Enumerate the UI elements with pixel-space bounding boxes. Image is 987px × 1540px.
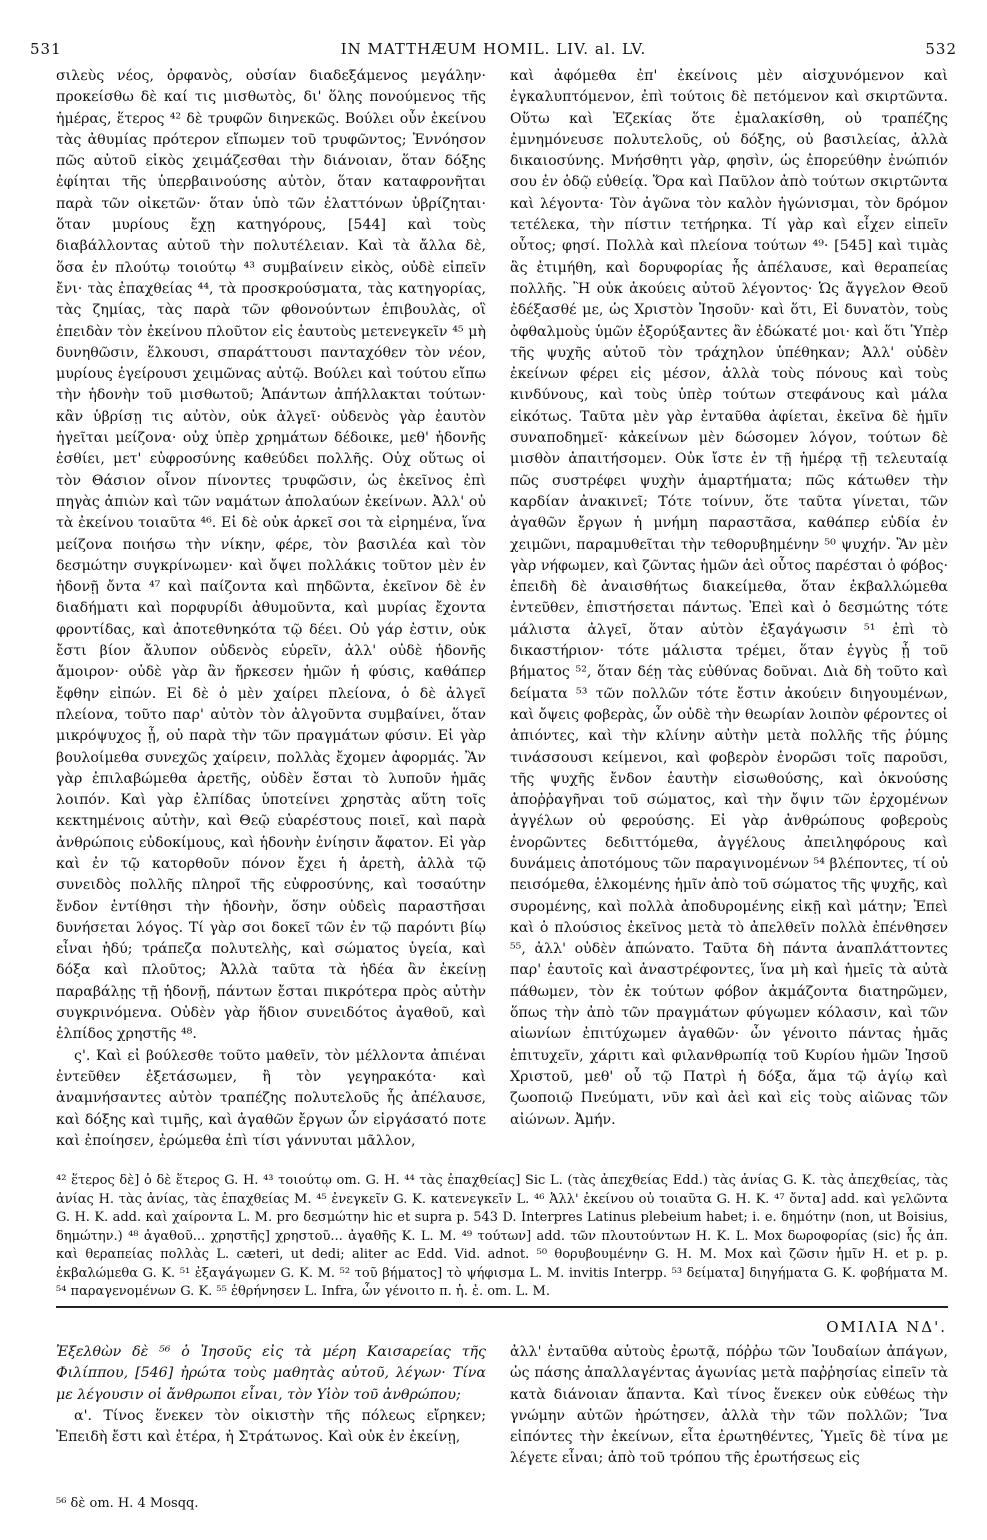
running-header [30, 40, 957, 64]
left-column [56, 66, 486, 1152]
page-number-left: 531 [30, 40, 62, 58]
homily-title: ΟΜΙΛΙΑ ΝΔ'. [826, 1318, 947, 1336]
homily-lemma: Ἐξελθὼν δὲ ⁵⁶ ὁ Ἰησοῦς εἰς τὰ μέρη Καισαρείας τῆς Φιλίππου, [546] ἠρώτα τοὺς μαθητὰς αὐτοῦ, λέγων· Τίνα με λέγουσιν οἱ ἄνθρωποι εἶναι, τὸν Υἱὸν τοῦ ἀνθρώπου; [56, 1344, 486, 1403]
right-column-text: καὶ ἀφόμεθα ἐπ' ἐκείνοις μὲν αἰσχυνόμενον καὶ ἐγκαλυπτόμενον, ἐπὶ τούτοις δὲ πετόμενον καὶ σκιρτῶντα. Οὕτω καὶ Ἐζεκίας ὅτε ἐμαλακίσθη, οὐ τραπέζης ἐμνημόνευσε πολυτελοῦς, οὐ δόξης, οὐ βασιλείας, ἀλλὰ δικαιοσύνης. Μνήσθητι γὰρ, φησὶν, ὡς ἐπορεύθην ἐνώπιόν σου ἐν ὁδῷ εὐθείᾳ. Ὅρα καὶ Παῦλον ἀπὸ τούτων σκιρτῶντα καὶ λέγοντα· Τὸν ἀγῶνα τὸν καλὸν ἠγώνισμαι, τὸν δρόμον τετέλεκα, τὴν πίστιν τετήρηκα. Τί γὰρ καὶ εἶχεν εἰπεῖν οὗτος; φησί. Πολλὰ καὶ πλείονα τούτων ⁴⁹· [545] καὶ τιμὰς ἃς ἐτιμήθη, καὶ δορυφορίας ἧς ἀπέλαυσε, καὶ θεραπείας πολλῆς. Ἢ οὐκ ἀκούεις αὐτοῦ λέγοντος· Ὡς ἄγγελον Θεοῦ ἐδέξασθέ με, ὡς Χριστὸν Ἰησοῦν· καὶ ὅτι, Εἰ δυνατὸν, τοὺς ὀφθαλμοὺς ὑμῶν ἐξορύξαντες ἂν ἐδώκατέ μοι· καὶ ὅτι Ὑπὲρ τῆς ψυχῆς αὐτοῦ τὸν τράχηλον ὑπέθηκαν; Ἀλλ' οὐδὲν ἐκείνων φέρει εἰς μέσον, ἀλλὰ τοὺς πόνους καὶ τοὺς κινδύνους, καὶ τοὺς ὑπὲρ τούτων στεφάνους καὶ μάλα εἰκότως. Ταῦτα μὲν γὰρ ἐνταῦθα ἀφίεται, ἐκεῖνα δὲ ἡμῖν συναποδημεῖ· κἀκείνων μὲν δώσομεν λόγον, τούτων δὲ μισθὸν ἀπαιτήσομεν. Οὐκ ἴστε ἐν τῇ ἡμέρᾳ τῇ τελευταίᾳ πῶς συστρέφει ψυχὴν ἁμαρτήματα; πῶς κάτωθεν τὴν καρδίαν ἀνακινεῖ; Τότε τοίνυν, ὅτε ταῦτα γίνεται, τῶν ἀγαθῶν ἔργων ἡ μνήμη παραστᾶσα, καθάπερ εὐδία ἐν χειμῶνι, παραμυθεῖται τὴν τεθορυβημένην ⁵⁰ ψυχήν. Ἂν μὲν γὰρ νήφωμεν, καὶ ζῶντας ἡμῶν ἀεὶ οὗτος παρέσται ὁ φόβος· ἐπειδὴ δὲ ἀναισθήτως διακείμεθα, ὅταν ἐκβαλλώμεθα ἐντεῦθεν, ἐπιστήσεται πάντως. Ἐπεὶ καὶ ὁ δεσμώτης τότε μάλιστα ἀλγεῖ, ὅταν αὐτὸν ἐξαγάγωσιν ⁵¹ ἐπὶ τὸ δικαστήριον· τότε μάλιστα τρέμει, ὅταν ἐγγὺς ᾖ τοῦ βήματος ⁵², ὅταν δέῃ τὰς εὐθύνας δοῦναι. Διὰ δὴ τοῦτο καὶ δείματα ⁵³ τῶν πολλῶν τότε ἔστιν ἀκούειν διηγουμένων, καὶ ὄψεις φοβερὰς, ὧν οὐδὲ τὴν θεωρίαν λοιπὸν φέροντες οἱ ἀπιόντες, καὶ τὴν κλίνην αὐτὴν μετὰ πολλῆς τῆς ῥύμης τινάσσουσι κείμενοι, καὶ φοβερὸν ἐνορῶσι τοῖς παροῦσι, τῆς ψυχῆς ἔνδον ἑαυτὴν εἰσωθούσης, καὶ ὀκνούσης ἀποῤῥαγῆναι τοῦ σώματος, καὶ τὴν ὄψιν τῶν ἐρχομένων ἀγγέλων οὐ φερούσης. Εἰ γὰρ ἀνθρώπους φοβεροὺς ἐνορῶντες δεδιττόμεθα, ἀγγέλους ἀπειληφόρους καὶ δυνάμεις ἀποτόμους τῶν παραγινομένων ⁵⁴ βλέποντες, τί οὐ πεισόμεθα, ἑλκομένης ἡμῖν ἀπὸ τοῦ σώματος τῆς ψυχῆς, καὶ συρομένης, καὶ πολλὰ ἀποδυρομένης εἰκῇ καὶ μάτην; Ἐπεὶ καὶ ὁ πλούσιος ἐκεῖνος μετὰ τὸ ἀπελθεῖν πολλὰ ἐπένθησεν ⁵⁵, ἀλλ' οὐδὲν ἀπώνατο. Ταῦτα δὴ πάντα ἀναπλάττοντες παρ' ἑαυτοῖς καὶ ἀναστρέφοντες, ἵνα μὴ καὶ ἡμεῖς τὰ αὐτὰ πάθωμεν, τὸν ἐκ τούτων φόβον ἀκμάζοντα διατηρῶμεν, ὅπως τὴν ἀπὸ τῶν πραγμάτων φύγωμεν κόλασιν, καὶ τῶν αἰωνίων ἐπιτύχωμεν ἀγαθῶν· ὧν γένοιτο πάντας ἡμᾶς ἐπιτυχεῖν, χάριτι καὶ φιλανθρωπίᾳ τοῦ Κυρίου ἡμῶν Ἰησοῦ Χριστοῦ, μεθ' οὗ τῷ Πατρὶ ἡ δόξα, ἅμα τῷ ἁγίῳ καὶ ζωοποιῷ Πνεύματι, νῦν καὶ ἀεὶ καὶ εἰς τοὺς αἰῶνας τῶν αἰώνων. Ἀμήν. [510, 68, 948, 1128]
homily-left-column [56, 1342, 486, 1448]
left-column-text: σιλεὺς νέος, ὀρφανὸς, οὐσίαν διαδεξάμενος μεγάλην· προκείσθω δὲ καί τις μισθωτὸς, δι' ὅλης πονούμενος τῆς ἡμέρας, ἕτερος ⁴² δὲ τρυφῶν διηνεκῶς. Βούλει οὖν ἐκείνου τὰς ἀθυμίας πρότερον εἴπωμεν τοῦ τρυφῶντος; Ἐννόησον πῶς αὐτοῦ εἰκὸς χειμάζεσθαι τὴν διάνοιαν, ὅταν δόξης ἐφίηται τῆς ὑπερβαινούσης αὐτὸν, ὅταν καταφρονῆται παρὰ τῶν οἰκετῶν· ὅταν ὑπὸ τῶν ἐλαττόνων ὑβρίζηται· ὅταν μυρίους ἔχῃ κατηγόρους, [544] καὶ τοὺς διαβάλλοντας αὐτοῦ τὴν πολυτέλειαν. Καὶ τὰ ἄλλα δὲ, ὅσα ἐν πλούτῳ τοιούτῳ ⁴³ συμβαίνειν εἰκὸς, οὐδὲ εἰπεῖν ἔνι· τὰς ἐπαχθείας ⁴⁴, τὰ προσκρούσματα, τὰς κατηγορίας, τὰς ζημίας, τὰς παρὰ τῶν φθονούντων ἐπιβουλὰς, οἳ ἐπειδὰν τὸν ἐκείνου πλοῦτον εἰς ἑαυτοὺς μετενεγκεῖν ⁴⁵ μὴ δυνηθῶσιν, ἕλκουσι, σπαράττουσι πανταχόθεν τὸν νέον, μυρίους ἐγείρουσι χειμῶνας αὐτῷ. Βούλει καὶ τούτου εἴπω τὴν ἡδονὴν τοῦ μισθωτοῦ; Ἁπάντων ἀπήλλακται τούτων· κἂν ὑβρίσῃ τις αὐτὸν, οὐκ ἀλγεῖ· οὐδενὸς γὰρ ἑαυτὸν ἡγεῖται μείζονα· οὐχ ὑπὲρ χρημάτων δέδοικε, μεθ' ἡδονῆς ἐσθίει, μετ' εὐφροσύνης καθεύδει πολλῆς. Οὐχ οὕτως οἱ τὸν Θάσιον οἶνον πίνοντες τρυφῶσιν, ὡς ἐκεῖνος ἐπὶ πηγὰς ἀπιὼν καὶ τῶν ναμάτων ἀπολαύων ἐκείνων. Ἀλλ' οὐ τὰ ἐκείνου τοιαῦτα ⁴⁶. Εἰ δὲ οὐκ ἀρκεῖ σοι τὰ εἰρημένα, ἵνα μείζονα ποιήσω τὴν νίκην, φέρε, τὸν βασιλέα καὶ τὸν δεσμώτην συγκρίνωμεν· καὶ ὄψει πολλάκις τοῦτον μὲν ἐν ἡδονῇ ὄντα ⁴⁷ καὶ παίζοντα καὶ πηδῶντα, ἐκεῖνον δὲ ἐν διαδήματι καὶ πορφυρίδι ἀθυμοῦντα, καὶ μυρίας ἔχοντα φροντίδας, καὶ ἀποτεθνηκότα τῷ δέει. Οὐ γάρ ἐστιν, οὐκ ἔστι βίον ἄλυπον οὐδενὸς εὑρεῖν, ἀλλ' οὐδὲ ἡδονῆς ἄμοιρον· οὐδὲ γὰρ ἂν ἤρκεσεν ἡμῶν ἡ φύσις, καθάπερ ἔφθην εἰπών. Εἰ δὲ ὁ μὲν χαίρει πλείονα, ὁ δὲ ἀλγεῖ πλείονα, τοῦτο παρ' αὐτὸν τὸν ἀλγοῦντα συμβαίνει, ὅταν μικρόψυχος ᾖ, οὐ παρὰ τὴν τῶν πραγμάτων φύσιν. Εἰ γὰρ βουλοίμεθα συνεχῶς χαίρειν, πολλὰς ἔχομεν ἀφορμάς. Ἂν γὰρ ἐπιλαβώμεθα ἀρετῆς, οὐδὲν ἔσται τὸ λυποῦν ἡμᾶς λοιπόν. Καὶ γὰρ ἐλπίδας ὑποτείνει χρηστὰς αὕτη τοῖς κεκτημένοις αὐτὴν, καὶ Θεῷ εὐαρέστους ποιεῖ, καὶ παρὰ ἀνθρώποις εὐδοκίμους, καὶ ἡδονὴν ἐνίησιν ἄφατον. Εἰ γὰρ καὶ ἐν τῷ κατορθοῦν πόνον ἔχει ἡ ἀρετὴ, ἀλλὰ τῷ συνειδὸς πολλῆς πληροῖ τῆς εὐφροσύνης, καὶ τοσαύτην ἔνδον ἐντίθησι τὴν ἡδονὴν, ὅσην οὐδεὶς παραστῆσαι δυνήσεται λόγος. Τί γὰρ σοι δοκεῖ τῶν ἐν τῷ παρόντι βίῳ εἶναι ἡδύ; τράπεζα πολυτελὴς, καὶ σώματος ὑγεία, καὶ δόξα καὶ πλοῦτος; Ἀλλὰ ταῦτα τὰ ἡδέα ἂν ἐκείνῃ παραβάλῃς τῇ ἡδονῇ, πάντων ἔσται πικρότερα πρὸς αὐτὴν συγκρινόμενα. Οὐδὲν γὰρ ἥδιον συνειδότος ἀγαθοῦ, καὶ ἐλπίδος χρηστῆς ⁴⁸. [56, 68, 486, 1043]
running-title: IN MATTHÆUM HOMIL. LIV. al. LV. [340, 40, 647, 58]
homily-right-text: ἀλλ' ἐνταῦθα αὐτοὺς ἐρωτᾷ, πόῤῥω τῶν Ἰουδαίων ἀπάγων, ὡς πάσης ἀπαλλαγέντας ἀγωνίας μετὰ παῤῥησίας εἰπεῖν τὰ κατὰ διάνοιαν ἅπαντα. Καὶ τίνος ἕνεκεν οὐκ εὐθέως τὴν γνώμην αὐτῶν ἠρώτησεν, ἀλλὰ τὴν τῶν πολλῶν; Ἵνα εἰπόντες τὴν ἐκείνων, εἶτα ἐρωτηθέντες, Ὑμεῖς δὲ τίνα με λέγετε εἶναι; ἀπὸ τοῦ τρόπου τῆς ἐρωτήσεως εἰς [510, 1344, 948, 1467]
homily-left-text: α'. Τίνος ἕνεκεν τὸν οἰκιστὴν τῆς πόλεως εἴρηκεν; Ἐπειδὴ ἔστι καὶ ἑτέρα, ἡ Στράτωνος. Καὶ οὐκ ἐν ἐκείνῃ, [56, 1407, 486, 1446]
page-number-right: 532 [925, 40, 957, 58]
homily-footnote: ⁵⁶ δὲ om. H. 4 Mosqq. [56, 1496, 199, 1511]
homily-right-column [510, 1342, 948, 1470]
footnotes: ⁴² ἕτερος δὲ] ὁ δὲ ἕτερος G. H. ⁴³ τοιούτῳ om. G. H. ⁴⁴ τὰς ἐπαχθείας] Sic L. (τὰς ἀπεχθείας Edd.) τὰς ἀνίας G. K. τὰς ἀπεχθείας, τὰς ἀνίας H. τὰς ἀνίας, τὰς ἐπαχθείας M. ⁴⁵ ἐνεγκεῖν G. K. κατενεγκεῖν L. ⁴⁶ Ἀλλ' ἐκείνου οὐ τοιαῦτα G. H. K. ⁴⁷ ὄντα] add. καὶ γελῶντα G. H. K. add. καὶ χαίροντα L. M. pro δεσμώτην hic et supra p. 543 D. Interpres Latinus plebeium habet; i. e. δημότην (non, ut Boisius, δημώτην.) ⁴⁸ ἀγαθοῦ... χρηστῆς] χρηστοῦ... ἀγαθῆς K. L. M. ⁴⁹ τούτων] add. τῶν πλουτούντων H. K. L. Mox δωροφορίας (sic) ἧς ἀπ. καὶ θεραπείας πολλὰς L. cæteri, ut dedi; aliter ac Edd. Vid. adnot. ⁵⁰ θορυβουμένην G. H. M. Mox καὶ ζῶσιν ἡμῖν H. et p. p. ἐκβαλώμεθα G. K. ⁵¹ ἐξαγάγωμεν G. K. M. ⁵² τοῦ βήματος] τὸ ψήφισμα L. M. invitis Interpp. ⁵³ δείματα] διηγήματα G. K. φοβήματα M. ⁵⁴ παραγενομένων G. K. ⁵⁵ ἐθρήνησεν L. Infra, ὧν γένοιτο π. ἡ. ἐ. om. L. M. [56, 1173, 948, 1299]
left-column-section: ς'. Καὶ εἰ βούλεσθε τοῦτο μαθεῖν, τὸν μέλλοντα ἀπιέναι ἐντεῦθεν ἐξετάσωμεν, ἢ τὸν γεγηρακότα· καὶ ἀναμνήσαντες αὐτὸν τραπέζης πολυτελοῦς ἧς ἀπέλαυσε, καὶ δόξης καὶ τιμῆς, καὶ ἀγαθῶν ἔργων ὧν εἰργάσατό ποτε καὶ ἐποίησεν, ἐρώμεθα ἐπὶ τίσι γάννυται μᾶλλον, [56, 1047, 486, 1149]
section-divider [56, 1306, 948, 1308]
right-column [510, 66, 948, 1131]
